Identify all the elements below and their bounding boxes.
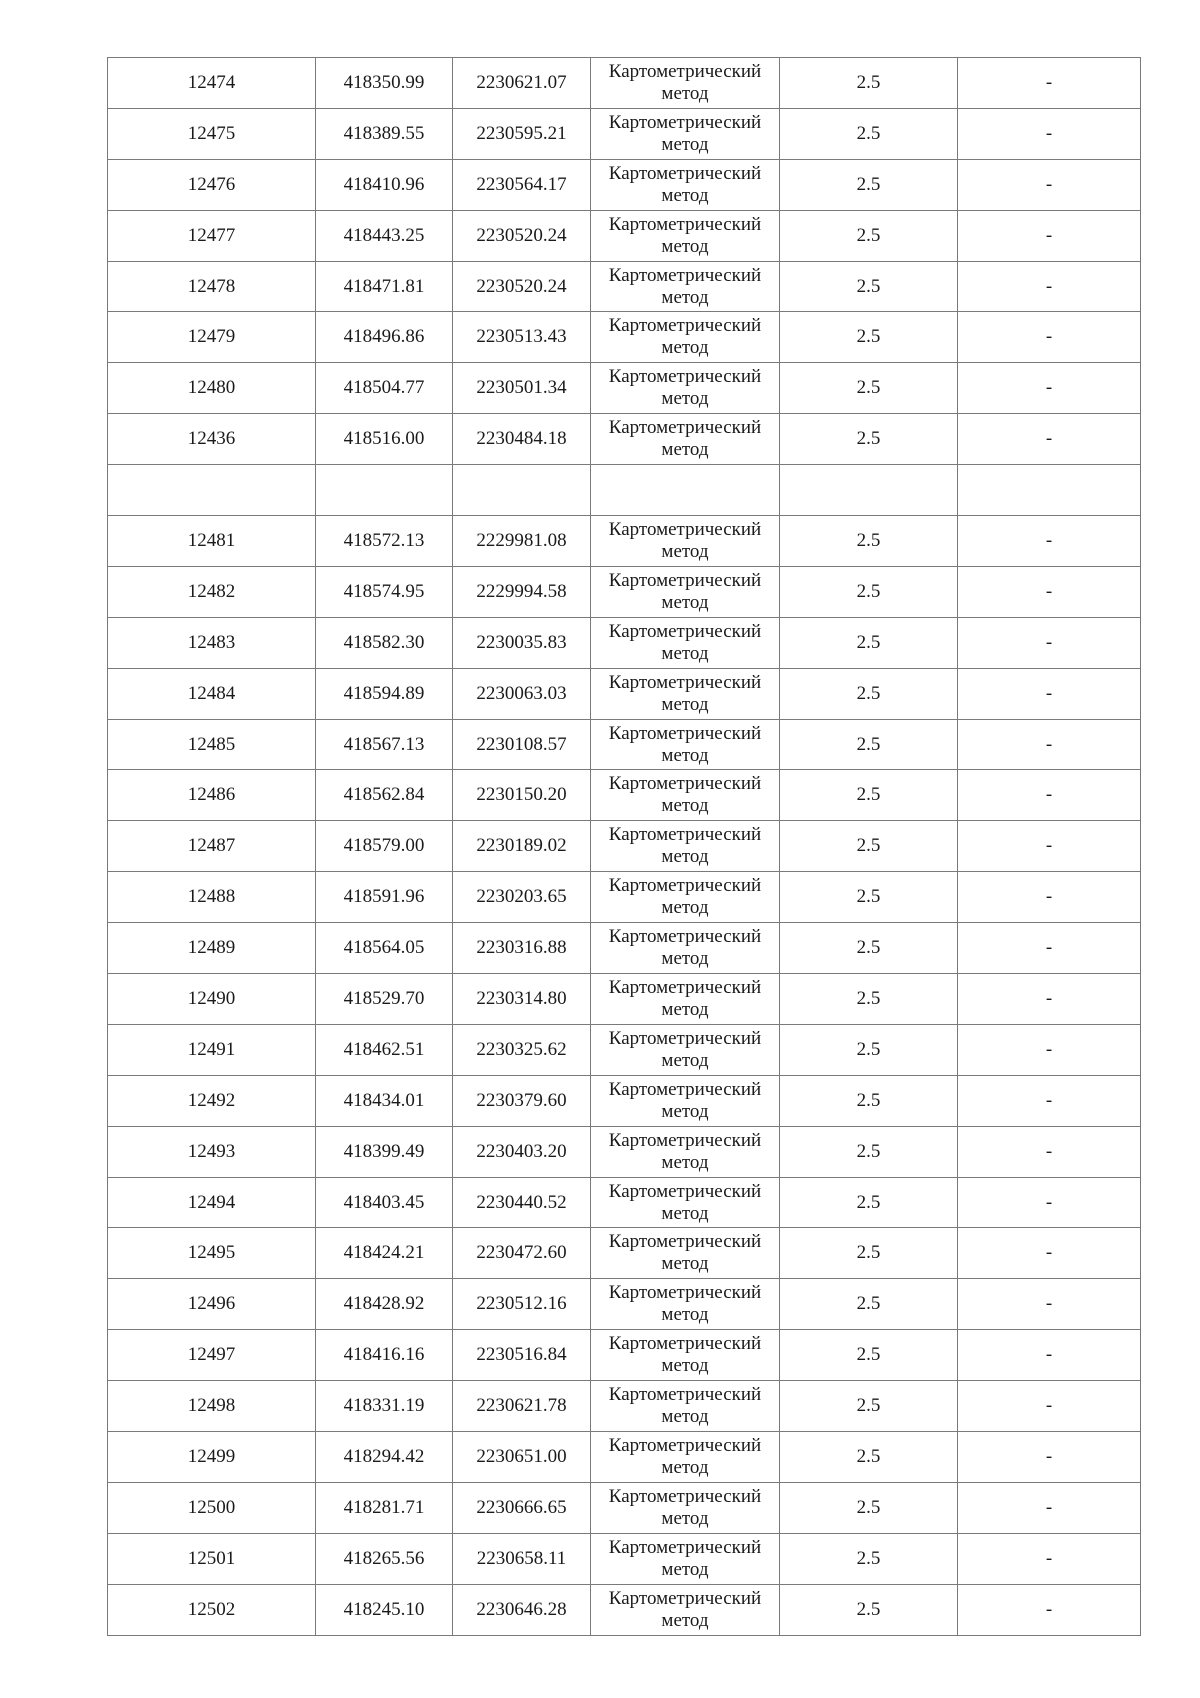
table-row xyxy=(108,1279,1141,1330)
accuracy-cell: 2.5 xyxy=(780,1432,958,1483)
table-row xyxy=(108,566,1141,617)
point-number-cell: 12485 xyxy=(108,719,316,770)
table-row xyxy=(108,1075,1141,1126)
method-line-1: Картометрический xyxy=(608,824,762,846)
accuracy-cell: 2.5 xyxy=(780,1126,958,1177)
note-cell: - xyxy=(958,312,1141,363)
y-coordinate-cell: 2230484.18 xyxy=(453,414,591,465)
method-line-2: метод xyxy=(661,1049,709,1071)
method-line-1: Картометрический xyxy=(608,162,762,184)
accuracy-cell: 2.5 xyxy=(780,1024,958,1075)
method-line-2: метод xyxy=(661,1202,709,1224)
note-cell: - xyxy=(958,821,1141,872)
y-coordinate-cell: 2230512.16 xyxy=(453,1279,591,1330)
table-row xyxy=(108,821,1141,872)
y-coordinate-cell: 2230316.88 xyxy=(453,923,591,974)
point-number-cell: 12474 xyxy=(108,58,316,109)
table-row xyxy=(108,210,1141,261)
y-coordinate-cell: 2230440.52 xyxy=(453,1177,591,1228)
y-coordinate-cell: 2230651.00 xyxy=(453,1432,591,1483)
point-number-cell: 12490 xyxy=(108,974,316,1025)
method-line-2: метод xyxy=(661,184,709,206)
y-coordinate-cell: 2230325.62 xyxy=(453,1024,591,1075)
note-cell: - xyxy=(958,566,1141,617)
method-line-1: Картометрический xyxy=(608,1333,762,1355)
method-cell xyxy=(591,1126,780,1177)
table-row xyxy=(108,159,1141,210)
point-number-cell: 12479 xyxy=(108,312,316,363)
point-number-cell: 12478 xyxy=(108,261,316,312)
point-number-cell: 12477 xyxy=(108,210,316,261)
x-coordinate-cell: 418591.96 xyxy=(316,872,453,923)
method-line-2: метод xyxy=(661,642,709,664)
note-cell: - xyxy=(958,1482,1141,1533)
method-line-2: метод xyxy=(661,540,709,562)
accuracy-cell: 2.5 xyxy=(780,159,958,210)
method-line-1: Картометрический xyxy=(608,1282,762,1304)
accuracy-cell: 2.5 xyxy=(780,1075,958,1126)
note-cell: - xyxy=(958,1533,1141,1584)
point-number-cell xyxy=(108,465,316,516)
method-cell xyxy=(591,668,780,719)
table-row xyxy=(108,1432,1141,1483)
x-coordinate-cell: 418443.25 xyxy=(316,210,453,261)
point-number-cell: 12486 xyxy=(108,770,316,821)
table-row xyxy=(108,58,1141,109)
point-number-cell: 12501 xyxy=(108,1533,316,1584)
method-cell xyxy=(591,363,780,414)
accuracy-cell: 2.5 xyxy=(780,974,958,1025)
table-row xyxy=(108,974,1141,1025)
method-cell xyxy=(591,108,780,159)
method-cell xyxy=(591,566,780,617)
x-coordinate-cell: 418504.77 xyxy=(316,363,453,414)
note-cell: - xyxy=(958,974,1141,1025)
accuracy-cell: 2.5 xyxy=(780,210,958,261)
note-cell: - xyxy=(958,414,1141,465)
y-coordinate-cell: 2230108.57 xyxy=(453,719,591,770)
table-row xyxy=(108,923,1141,974)
table-row xyxy=(108,668,1141,719)
method-line-2: метод xyxy=(661,235,709,257)
x-coordinate-cell: 418410.96 xyxy=(316,159,453,210)
method-line-1: Картометрический xyxy=(608,264,762,286)
note-cell: - xyxy=(958,719,1141,770)
point-number-cell: 12482 xyxy=(108,566,316,617)
y-coordinate-cell: 2230658.11 xyxy=(453,1533,591,1584)
point-number-cell: 12495 xyxy=(108,1228,316,1279)
method-cell xyxy=(591,414,780,465)
note-cell: - xyxy=(958,58,1141,109)
point-number-cell: 12483 xyxy=(108,617,316,668)
method-line-2: метод xyxy=(661,693,709,715)
method-cell xyxy=(591,1330,780,1381)
table-row xyxy=(108,516,1141,567)
x-coordinate-cell: 418294.42 xyxy=(316,1432,453,1483)
x-coordinate-cell: 418572.13 xyxy=(316,516,453,567)
method-cell xyxy=(591,770,780,821)
note-cell: - xyxy=(958,1024,1141,1075)
x-coordinate-cell: 418529.70 xyxy=(316,974,453,1025)
table-row xyxy=(108,719,1141,770)
method-line-1: Картометрический xyxy=(608,213,762,235)
note-cell: - xyxy=(958,1177,1141,1228)
method-line-2: метод xyxy=(661,998,709,1020)
note-cell: - xyxy=(958,872,1141,923)
point-number-cell: 12500 xyxy=(108,1482,316,1533)
table-row xyxy=(108,1381,1141,1432)
x-coordinate-cell: 418434.01 xyxy=(316,1075,453,1126)
point-number-cell: 12502 xyxy=(108,1584,316,1635)
table-row xyxy=(108,1330,1141,1381)
note-cell xyxy=(958,465,1141,516)
accuracy-cell: 2.5 xyxy=(780,1228,958,1279)
method-line-2: метод xyxy=(661,1406,709,1428)
point-number-cell: 12494 xyxy=(108,1177,316,1228)
accuracy-cell: 2.5 xyxy=(780,414,958,465)
method-line-2: метод xyxy=(661,897,709,919)
point-number-cell: 12499 xyxy=(108,1432,316,1483)
y-coordinate-cell: 2230520.24 xyxy=(453,261,591,312)
method-line-1: Картометрический xyxy=(608,976,762,998)
method-line-2: метод xyxy=(661,1507,709,1529)
point-number-cell: 12436 xyxy=(108,414,316,465)
accuracy-cell: 2.5 xyxy=(780,1584,958,1635)
table-row xyxy=(108,1228,1141,1279)
y-coordinate-cell: 2230513.43 xyxy=(453,312,591,363)
note-cell: - xyxy=(958,923,1141,974)
method-line-1: Картометрический xyxy=(608,569,762,591)
method-cell xyxy=(591,312,780,363)
method-cell xyxy=(591,719,780,770)
method-cell xyxy=(591,58,780,109)
method-line-1: Картометрический xyxy=(608,417,762,439)
method-line-2: метод xyxy=(661,846,709,868)
accuracy-cell: 2.5 xyxy=(780,923,958,974)
accuracy-cell: 2.5 xyxy=(780,668,958,719)
x-coordinate-cell: 418245.10 xyxy=(316,1584,453,1635)
point-number-cell: 12484 xyxy=(108,668,316,719)
accuracy-cell: 2.5 xyxy=(780,58,958,109)
method-line-2: метод xyxy=(661,1558,709,1580)
point-number-cell: 12475 xyxy=(108,108,316,159)
method-cell xyxy=(591,1584,780,1635)
accuracy-cell: 2.5 xyxy=(780,872,958,923)
x-coordinate-cell: 418582.30 xyxy=(316,617,453,668)
accuracy-cell: 2.5 xyxy=(780,821,958,872)
note-cell: - xyxy=(958,261,1141,312)
table-row xyxy=(108,465,1141,516)
y-coordinate-cell: 2230595.21 xyxy=(453,108,591,159)
y-coordinate-cell: 2230621.07 xyxy=(453,58,591,109)
point-number-cell: 12491 xyxy=(108,1024,316,1075)
method-line-1: Картометрический xyxy=(608,1536,762,1558)
note-cell: - xyxy=(958,1126,1141,1177)
table-row xyxy=(108,312,1141,363)
method-line-2: метод xyxy=(661,286,709,308)
method-line-1: Картометрический xyxy=(608,1027,762,1049)
point-number-cell: 12497 xyxy=(108,1330,316,1381)
x-coordinate-cell: 418562.84 xyxy=(316,770,453,821)
table-row xyxy=(108,108,1141,159)
note-cell: - xyxy=(958,1381,1141,1432)
y-coordinate-cell: 2229981.08 xyxy=(453,516,591,567)
method-line-1: Картометрический xyxy=(608,60,762,82)
y-coordinate-cell: 2230379.60 xyxy=(453,1075,591,1126)
point-number-cell: 12498 xyxy=(108,1381,316,1432)
y-coordinate-cell: 2230501.34 xyxy=(453,363,591,414)
method-line-1: Картометрический xyxy=(608,366,762,388)
accuracy-cell: 2.5 xyxy=(780,719,958,770)
note-cell: - xyxy=(958,668,1141,719)
method-line-1: Картометрический xyxy=(608,722,762,744)
y-coordinate-cell xyxy=(453,465,591,516)
accuracy-cell: 2.5 xyxy=(780,770,958,821)
accuracy-cell: 2.5 xyxy=(780,566,958,617)
y-coordinate-cell: 2230472.60 xyxy=(453,1228,591,1279)
y-coordinate-cell: 2230403.20 xyxy=(453,1126,591,1177)
note-cell: - xyxy=(958,1228,1141,1279)
method-cell xyxy=(591,872,780,923)
y-coordinate-cell: 2230621.78 xyxy=(453,1381,591,1432)
method-line-1: Картометрический xyxy=(608,875,762,897)
point-number-cell: 12493 xyxy=(108,1126,316,1177)
accuracy-cell: 2.5 xyxy=(780,1381,958,1432)
table-row xyxy=(108,1584,1141,1635)
x-coordinate-cell: 418564.05 xyxy=(316,923,453,974)
note-cell: - xyxy=(958,1075,1141,1126)
x-coordinate-cell: 418574.95 xyxy=(316,566,453,617)
x-coordinate-cell: 418281.71 xyxy=(316,1482,453,1533)
method-line-2: метод xyxy=(661,1100,709,1122)
y-coordinate-cell: 2230203.65 xyxy=(453,872,591,923)
method-line-1: Картометрический xyxy=(608,1384,762,1406)
x-coordinate-cell: 418265.56 xyxy=(316,1533,453,1584)
table-row xyxy=(108,1126,1141,1177)
accuracy-cell: 2.5 xyxy=(780,617,958,668)
method-line-2: метод xyxy=(661,388,709,410)
y-coordinate-cell: 2230035.83 xyxy=(453,617,591,668)
note-cell: - xyxy=(958,617,1141,668)
accuracy-cell xyxy=(780,465,958,516)
accuracy-cell: 2.5 xyxy=(780,516,958,567)
accuracy-cell: 2.5 xyxy=(780,261,958,312)
method-cell xyxy=(591,1075,780,1126)
x-coordinate-cell: 418462.51 xyxy=(316,1024,453,1075)
method-line-1: Картометрический xyxy=(608,1129,762,1151)
x-coordinate-cell xyxy=(316,465,453,516)
method-cell xyxy=(591,159,780,210)
table-row xyxy=(108,1482,1141,1533)
method-cell xyxy=(591,1482,780,1533)
method-line-1: Картометрический xyxy=(608,1078,762,1100)
method-cell xyxy=(591,1177,780,1228)
x-coordinate-cell: 418567.13 xyxy=(316,719,453,770)
method-line-2: метод xyxy=(661,795,709,817)
accuracy-cell: 2.5 xyxy=(780,1533,958,1584)
x-coordinate-cell: 418594.89 xyxy=(316,668,453,719)
x-coordinate-cell: 418403.45 xyxy=(316,1177,453,1228)
accuracy-cell: 2.5 xyxy=(780,1177,958,1228)
x-coordinate-cell: 418516.00 xyxy=(316,414,453,465)
table-row xyxy=(108,770,1141,821)
method-line-2: метод xyxy=(661,82,709,104)
coordinates-table-body xyxy=(108,58,1141,1636)
y-coordinate-cell: 2230564.17 xyxy=(453,159,591,210)
method-line-1: Картометрический xyxy=(608,671,762,693)
point-number-cell: 12487 xyxy=(108,821,316,872)
method-cell xyxy=(591,617,780,668)
method-line-2: метод xyxy=(661,337,709,359)
y-coordinate-cell: 2230646.28 xyxy=(453,1584,591,1635)
method-line-1: Картометрический xyxy=(608,620,762,642)
x-coordinate-cell: 418331.19 xyxy=(316,1381,453,1432)
note-cell: - xyxy=(958,210,1141,261)
table-row xyxy=(108,414,1141,465)
x-coordinate-cell: 418428.92 xyxy=(316,1279,453,1330)
note-cell: - xyxy=(958,1432,1141,1483)
method-line-1: Картометрический xyxy=(608,1485,762,1507)
x-coordinate-cell: 418350.99 xyxy=(316,58,453,109)
method-cell xyxy=(591,974,780,1025)
method-cell xyxy=(591,1279,780,1330)
method-line-1: Картометрический xyxy=(608,1587,762,1609)
method-line-2: метод xyxy=(661,1609,709,1631)
x-coordinate-cell: 418389.55 xyxy=(316,108,453,159)
method-cell xyxy=(591,210,780,261)
method-cell xyxy=(591,516,780,567)
method-line-2: метод xyxy=(661,744,709,766)
coordinates-table xyxy=(107,57,1141,1636)
table-row xyxy=(108,1177,1141,1228)
note-cell: - xyxy=(958,1330,1141,1381)
table-row xyxy=(108,363,1141,414)
method-cell xyxy=(591,1432,780,1483)
point-number-cell: 12481 xyxy=(108,516,316,567)
note-cell: - xyxy=(958,108,1141,159)
method-line-1: Картометрический xyxy=(608,1434,762,1456)
y-coordinate-cell: 2230520.24 xyxy=(453,210,591,261)
table-row xyxy=(108,1024,1141,1075)
method-line-2: метод xyxy=(661,133,709,155)
method-cell xyxy=(591,1381,780,1432)
method-line-1: Картометрический xyxy=(608,518,762,540)
y-coordinate-cell: 2229994.58 xyxy=(453,566,591,617)
accuracy-cell: 2.5 xyxy=(780,1330,958,1381)
method-cell xyxy=(591,1024,780,1075)
y-coordinate-cell: 2230189.02 xyxy=(453,821,591,872)
note-cell: - xyxy=(958,1279,1141,1330)
x-coordinate-cell: 418579.00 xyxy=(316,821,453,872)
x-coordinate-cell: 418416.16 xyxy=(316,1330,453,1381)
method-line-2: метод xyxy=(661,1151,709,1173)
table-row xyxy=(108,617,1141,668)
point-number-cell: 12496 xyxy=(108,1279,316,1330)
method-line-2: метод xyxy=(661,1355,709,1377)
table-row xyxy=(108,261,1141,312)
accuracy-cell: 2.5 xyxy=(780,363,958,414)
method-line-1: Картометрический xyxy=(608,315,762,337)
method-cell xyxy=(591,465,780,516)
accuracy-cell: 2.5 xyxy=(780,1279,958,1330)
method-cell xyxy=(591,261,780,312)
table-row xyxy=(108,872,1141,923)
method-line-1: Картометрический xyxy=(608,773,762,795)
y-coordinate-cell: 2230150.20 xyxy=(453,770,591,821)
method-cell xyxy=(591,1228,780,1279)
method-line-2: метод xyxy=(661,1304,709,1326)
method-cell xyxy=(591,1533,780,1584)
accuracy-cell: 2.5 xyxy=(780,1482,958,1533)
method-line-1: Картометрический xyxy=(608,1180,762,1202)
method-line-1: Картометрический xyxy=(608,926,762,948)
note-cell: - xyxy=(958,770,1141,821)
method-line-2: метод xyxy=(661,948,709,970)
method-line-2: метод xyxy=(661,1253,709,1275)
method-line-2: метод xyxy=(661,591,709,613)
method-line-2: метод xyxy=(661,439,709,461)
y-coordinate-cell: 2230516.84 xyxy=(453,1330,591,1381)
note-cell: - xyxy=(958,516,1141,567)
method-cell xyxy=(591,821,780,872)
y-coordinate-cell: 2230666.65 xyxy=(453,1482,591,1533)
method-line-2: метод xyxy=(661,1456,709,1478)
x-coordinate-cell: 418399.49 xyxy=(316,1126,453,1177)
accuracy-cell: 2.5 xyxy=(780,108,958,159)
note-cell: - xyxy=(958,1584,1141,1635)
point-number-cell: 12488 xyxy=(108,872,316,923)
point-number-cell: 12492 xyxy=(108,1075,316,1126)
y-coordinate-cell: 2230314.80 xyxy=(453,974,591,1025)
point-number-cell: 12480 xyxy=(108,363,316,414)
x-coordinate-cell: 418471.81 xyxy=(316,261,453,312)
y-coordinate-cell: 2230063.03 xyxy=(453,668,591,719)
x-coordinate-cell: 418424.21 xyxy=(316,1228,453,1279)
point-number-cell: 12489 xyxy=(108,923,316,974)
method-line-1: Картометрический xyxy=(608,111,762,133)
accuracy-cell: 2.5 xyxy=(780,312,958,363)
x-coordinate-cell: 418496.86 xyxy=(316,312,453,363)
note-cell: - xyxy=(958,363,1141,414)
method-line-1: Картометрический xyxy=(608,1231,762,1253)
method-cell xyxy=(591,923,780,974)
point-number-cell: 12476 xyxy=(108,159,316,210)
table-row xyxy=(108,1533,1141,1584)
note-cell: - xyxy=(958,159,1141,210)
